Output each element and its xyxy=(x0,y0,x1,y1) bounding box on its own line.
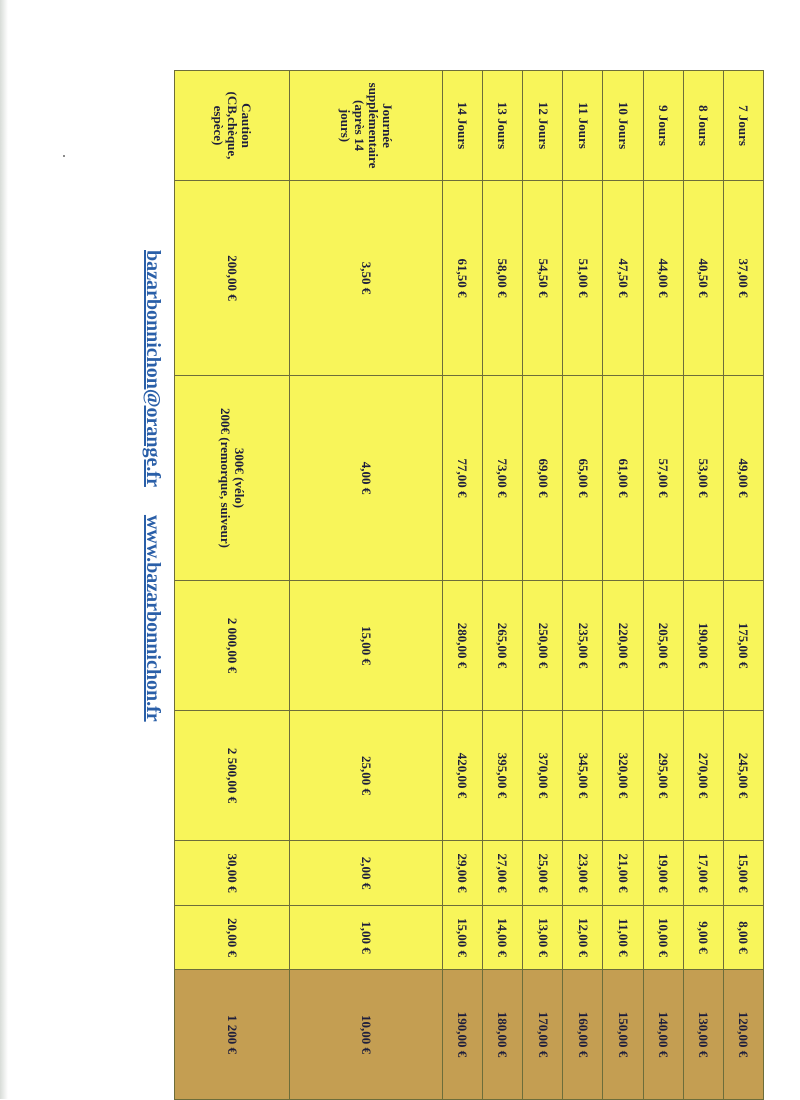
price-cell: 29,00 € xyxy=(442,841,482,906)
table-body xyxy=(175,71,764,1100)
price-cell: 420,00 € xyxy=(442,711,482,841)
price-cell: 11,00 € xyxy=(603,906,643,970)
price-cell: 270,00 € xyxy=(683,711,723,841)
price-cell: 180,00 € xyxy=(482,970,522,1100)
price-cell: 280,00 € xyxy=(442,581,482,711)
price-cell: 3,50 € xyxy=(290,181,443,376)
rental-price-table xyxy=(174,70,764,1100)
price-cell: 130,00 € xyxy=(683,970,723,1100)
table-row xyxy=(563,71,603,1100)
price-cell: 30,00 € xyxy=(175,841,290,906)
scan-speck xyxy=(63,155,65,157)
price-cell: 57,00 € xyxy=(643,376,683,581)
table-row xyxy=(523,71,563,1100)
duration-label: 9 Jours xyxy=(643,71,683,181)
table-row xyxy=(683,71,723,1100)
price-cell: 61,50 € xyxy=(442,181,482,376)
price-cell: 65,00 € xyxy=(563,376,603,581)
table-row xyxy=(482,71,522,1100)
price-cell: 53,00 € xyxy=(683,376,723,581)
price-cell: 1,00 € xyxy=(290,906,443,970)
price-cell: 295,00 € xyxy=(643,711,683,841)
price-cell: 58,00 € xyxy=(482,181,522,376)
scan-edge-shadow xyxy=(0,0,8,1099)
price-cell: 19,00 € xyxy=(643,841,683,906)
price-cell: 40,50 € xyxy=(683,181,723,376)
price-cell: 69,00 € xyxy=(523,376,563,581)
price-cell: 25,00 € xyxy=(290,711,443,841)
price-cell: 44,00 € xyxy=(643,181,683,376)
price-cell: 15,00 € xyxy=(290,581,443,711)
price-cell: 395,00 € xyxy=(482,711,522,841)
price-cell: 170,00 € xyxy=(523,970,563,1100)
duration-label: 14 Jours xyxy=(442,71,482,181)
price-cell: 150,00 € xyxy=(603,970,643,1100)
price-cell: 17,00 € xyxy=(683,841,723,906)
price-cell: 15,00 € xyxy=(442,906,482,970)
price-cell: 345,00 € xyxy=(563,711,603,841)
table-row xyxy=(442,71,482,1100)
duration-label: Caution (CB,chèque, espèce) xyxy=(175,71,290,181)
price-cell: 140,00 € xyxy=(643,970,683,1100)
price-cell: 2 500,00 € xyxy=(175,711,290,841)
price-cell: 250,00 € xyxy=(523,581,563,711)
table-row xyxy=(603,71,643,1100)
table-row xyxy=(723,71,763,1100)
price-cell: 235,00 € xyxy=(563,581,603,711)
duration-label: 11 Jours xyxy=(563,71,603,181)
price-cell: 14,00 € xyxy=(482,906,522,970)
website-link[interactable]: www.bazarbonnichon.fr xyxy=(142,514,165,722)
price-cell: 2 000,00 € xyxy=(175,581,290,711)
price-cell: 73,00 € xyxy=(482,376,522,581)
table-row xyxy=(643,71,683,1100)
price-cell: 61,00 € xyxy=(603,376,643,581)
price-cell: 320,00 € xyxy=(603,711,643,841)
price-cell: 23,00 € xyxy=(563,841,603,906)
price-cell: 190,00 € xyxy=(442,970,482,1100)
price-cell: 1 200 € xyxy=(175,970,290,1100)
price-cell: 2,00 € xyxy=(290,841,443,906)
price-cell: 21,00 € xyxy=(603,841,643,906)
price-cell: 220,00 € xyxy=(603,581,643,711)
price-cell: 13,00 € xyxy=(523,906,563,970)
price-cell: 15,00 € xyxy=(723,841,763,906)
price-cell: 49,00 € xyxy=(723,376,763,581)
price-cell: 265,00 € xyxy=(482,581,522,711)
table-row xyxy=(290,71,443,1100)
price-cell: 200,00 € xyxy=(175,181,290,376)
price-cell: 27,00 € xyxy=(482,841,522,906)
price-cell: 245,00 € xyxy=(723,711,763,841)
duration-label: 8 Jours xyxy=(683,71,723,181)
duration-label: 10 Jours xyxy=(603,71,643,181)
price-cell: 54,50 € xyxy=(523,181,563,376)
price-cell: 9,00 € xyxy=(683,906,723,970)
duration-label: 7 Jours xyxy=(723,71,763,181)
price-cell: 47,50 € xyxy=(603,181,643,376)
price-cell: 10,00 € xyxy=(290,970,443,1100)
price-cell: 205,00 € xyxy=(643,581,683,711)
price-cell: 12,00 € xyxy=(563,906,603,970)
price-cell: 20,00 € xyxy=(175,906,290,970)
price-cell: 37,00 € xyxy=(723,181,763,376)
price-cell: 51,00 € xyxy=(563,181,603,376)
price-cell: 4,00 € xyxy=(290,376,443,581)
duration-label: 12 Jours xyxy=(523,71,563,181)
price-cell: 190,00 € xyxy=(683,581,723,711)
price-cell: 10,00 € xyxy=(643,906,683,970)
price-cell: 77,00 € xyxy=(442,376,482,581)
price-cell: 25,00 € xyxy=(523,841,563,906)
table-row xyxy=(175,71,290,1100)
contact-links xyxy=(142,250,164,860)
price-cell: 370,00 € xyxy=(523,711,563,841)
price-cell: 160,00 € xyxy=(563,970,603,1100)
price-cell: 300€ (vélo) 200€ (remorque, suiveur) xyxy=(175,376,290,581)
price-cell: 8,00 € xyxy=(723,906,763,970)
duration-label: Journée supplémentaire (après 14 jours) xyxy=(290,71,443,181)
duration-label: 13 Jours xyxy=(482,71,522,181)
rental-price-table-wrapper xyxy=(174,70,764,1099)
price-cell: 175,00 € xyxy=(723,581,763,711)
price-cell: 120,00 € xyxy=(723,970,763,1100)
email-link[interactable]: bazarbonnichon@orange.fr xyxy=(142,250,165,487)
